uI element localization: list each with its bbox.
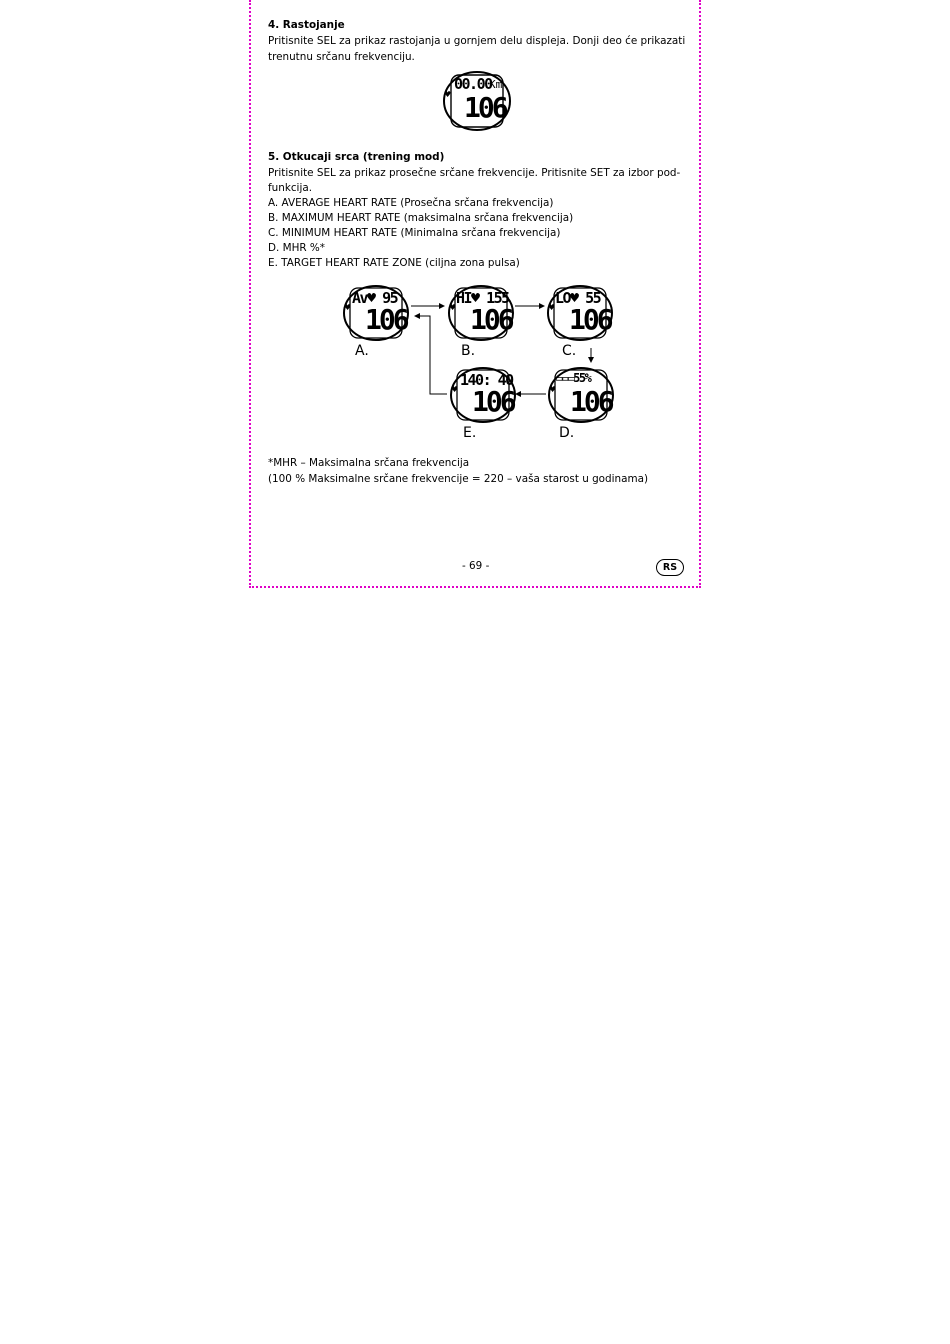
list-item: B. MAXIMUM HEART RATE (maksimalna srčana frekvencija) [268, 212, 574, 224]
heart-icon: ♥ [449, 303, 457, 312]
distance-display [442, 70, 512, 132]
caption-b: B. [461, 343, 476, 359]
display-top-value: Av♥ 95 [352, 289, 398, 307]
display-top-value: 00.00 [454, 75, 492, 93]
display-d [547, 366, 615, 424]
display-top-value: LO♥ 55 [555, 289, 601, 307]
display-main-value: 106 [464, 91, 506, 124]
section4-text-line1: Pritisnite SEL za prikaz rastojanja u gornjem delu displeja. Donji deo će prikazati [268, 35, 686, 47]
display-c [546, 284, 614, 342]
heart-icon: ♥ [549, 385, 557, 394]
list-item: C. MINIMUM HEART RATE (Minimalna srčana frekvencija) [268, 227, 561, 239]
section5-text-line1: Pritisnite SEL za prikaz prosečne srčane frekvencije. Pritisnite SET za izbor pod- [268, 167, 681, 179]
section4-text-line2: trenutnu srčanu frekvenciju. [268, 51, 415, 63]
manual-page [249, 0, 701, 588]
display-top-value: HI♥ 155 [456, 289, 509, 307]
caption-d: D. [559, 425, 575, 441]
display-main-value: 106 [569, 303, 611, 336]
display-main-value: 106 [570, 385, 612, 418]
display-a [342, 284, 410, 342]
caption-a: A. [355, 343, 369, 359]
arrow-e-to-a [415, 316, 447, 394]
heart-icon: ♥ [451, 385, 459, 394]
footnote-line1: *MHR – Maksimalna srčana frekvencija [268, 457, 470, 469]
display-e [449, 366, 517, 424]
heart-icon: ♥ [548, 303, 556, 312]
display-unit: Km [489, 78, 503, 91]
display-main-value: 106 [470, 303, 512, 336]
display-main-value: 106 [365, 303, 407, 336]
caption-c: C. [562, 343, 577, 359]
heart-icon: ♥ [344, 303, 352, 312]
display-b [447, 284, 515, 342]
display-main-value: 106 [472, 385, 514, 418]
list-item: A. AVERAGE HEART RATE (Prosečna srčana frekvencija) [268, 197, 554, 209]
display-top-value: ▭▭▭55% [556, 371, 591, 385]
caption-e: E. [463, 425, 477, 441]
section4-heading: 4. Rastojanje [268, 19, 345, 31]
section5-text-line2: funkcija. [268, 182, 313, 194]
section5-heading: 5. Otkucaji srca (trening mod) [268, 151, 445, 163]
display-top-value: 140: 40 [460, 371, 513, 389]
heart-icon: ♥ [444, 90, 452, 99]
page-number: - 69 - [462, 560, 490, 572]
list-item: E. TARGET HEART RATE ZONE (ciljna zona pulsa) [268, 257, 520, 269]
language-badge: RS [656, 559, 684, 576]
list-item: D. MHR %* [268, 242, 325, 254]
footnote-line2: (100 % Maksimalne srčane frekvencije = 220 – vaša starost u godinama) [268, 473, 649, 485]
